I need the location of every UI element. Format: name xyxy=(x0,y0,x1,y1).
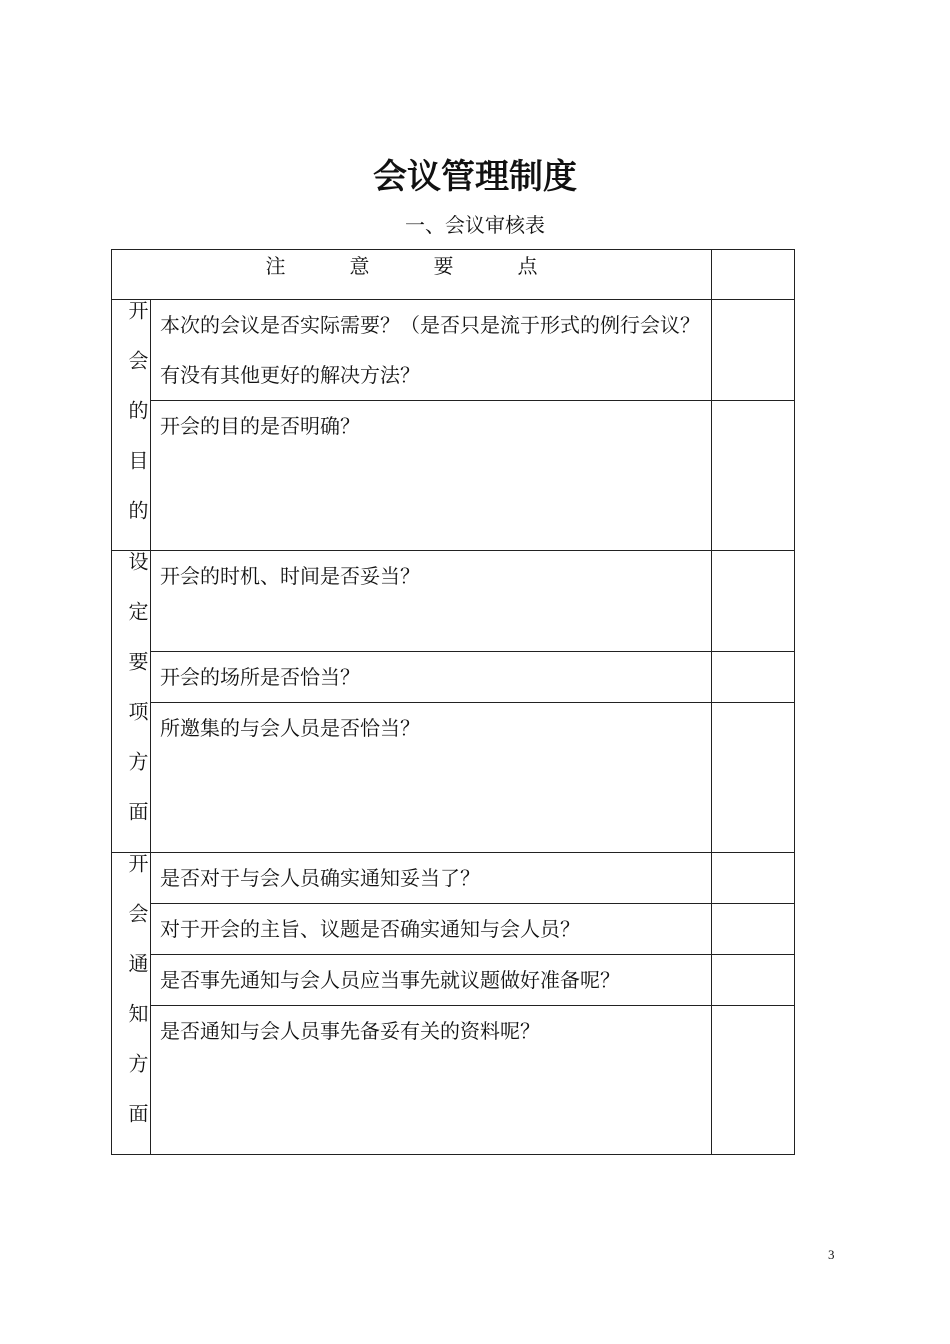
table-row xyxy=(112,401,795,551)
checklist-item: 开会的目的是否明确？ xyxy=(151,401,712,551)
check-cell[interactable] xyxy=(712,904,795,955)
meeting-review-table xyxy=(111,249,795,1155)
checklist-item: 开会的时机、时间是否妥当？ xyxy=(151,551,712,652)
table-row xyxy=(112,1006,795,1155)
header-char: 点 xyxy=(517,254,538,278)
check-cell[interactable] xyxy=(712,300,795,401)
category-cell-purpose xyxy=(112,300,151,551)
check-cell[interactable] xyxy=(712,955,795,1006)
checklist-item: 是否通知与会人员事先备妥有关的资料呢？ xyxy=(151,1006,712,1155)
table-row xyxy=(112,955,795,1006)
category-cell-notice xyxy=(112,853,151,1155)
document-title: 会议管理制度 xyxy=(373,157,577,197)
checklist-item: 是否事先通知与会人员应当事先就议题做好准备呢？ xyxy=(151,955,712,1006)
table-row xyxy=(112,703,795,853)
page-number: 3 xyxy=(828,1247,835,1262)
table-row xyxy=(112,652,795,703)
checklist-item: 开会的场所是否恰当？ xyxy=(151,652,712,703)
check-cell[interactable] xyxy=(712,652,795,703)
header-char: 意 xyxy=(349,254,370,278)
checklist-item: 所邀集的与会人员是否恰当？ xyxy=(151,703,712,853)
checklist-item: 本次的会议是否实际需要？（是否只是流于形式的例行会议？有没有其他更好的解决方法？ xyxy=(151,300,712,401)
table-header-row xyxy=(112,250,795,300)
table-row xyxy=(112,551,795,652)
header-char: 要 xyxy=(433,254,454,278)
check-cell[interactable] xyxy=(712,703,795,853)
check-cell[interactable] xyxy=(712,250,795,300)
category-cell-settings xyxy=(112,551,151,853)
checklist-item: 是否对于与会人员确实通知妥当了？ xyxy=(151,853,712,904)
category-label: 开会通知方面 xyxy=(125,853,149,1153)
check-cell[interactable] xyxy=(712,401,795,551)
check-cell[interactable] xyxy=(712,1006,795,1155)
header-char: 注 xyxy=(265,254,286,278)
table-row xyxy=(112,853,795,904)
table-row xyxy=(112,904,795,955)
header-cell xyxy=(112,250,712,300)
category-label: 开会的目的 xyxy=(125,300,149,550)
category-label: 设定要项方面 xyxy=(125,551,149,851)
check-cell[interactable] xyxy=(712,551,795,652)
checklist-item: 对于开会的主旨、议题是否确实通知与会人员？ xyxy=(151,904,712,955)
table-row xyxy=(112,300,795,401)
check-cell[interactable] xyxy=(712,853,795,904)
section-subtitle: 一、会议审核表 xyxy=(405,213,545,237)
